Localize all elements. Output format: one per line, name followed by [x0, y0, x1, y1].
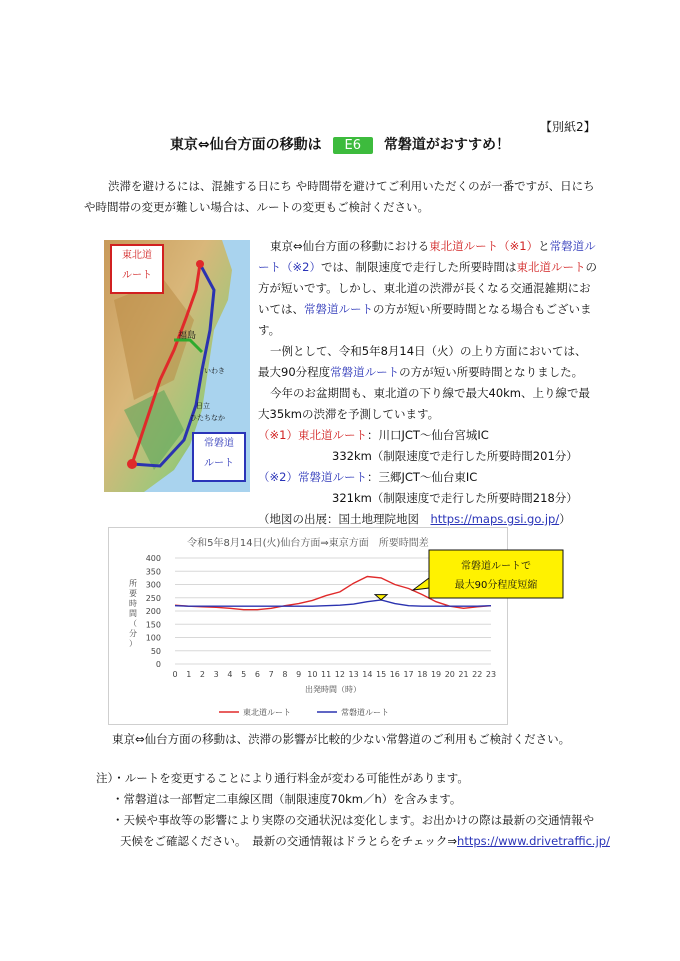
note-lanes: ・常磐道は一部暫定二車線区間（制限速度70km／h）を含みます。: [112, 792, 462, 806]
difference-arrow: [375, 595, 387, 600]
y-tick-label: 350: [145, 567, 161, 577]
y-axis-label-char: 間: [129, 609, 137, 618]
legend-label: 常磐道ルート: [341, 708, 389, 717]
notes-section: [96, 768, 616, 852]
map-source-link[interactable]: https://maps.gsi.go.jp/: [430, 512, 560, 526]
y-axis-label-char: 時: [129, 599, 137, 608]
intro-paragraph: 渋滞を避けるには、混雑する日にち や時間帯を避けてご利用いただくのが一番ですが、日にちや時間帯の変更が難しい場合は、ルートの変更もご検討ください。: [84, 179, 595, 214]
map-place-2: いわき: [204, 367, 225, 375]
x-tick-label: 10: [307, 670, 318, 679]
note-toll: 注）・ルートを変更することにより通行料金が変わる可能性があります。: [96, 771, 469, 785]
y-tick-label: 100: [145, 633, 161, 643]
x-tick-label: 21: [458, 670, 469, 679]
tohoku-label-line1: 東北道: [122, 250, 152, 261]
x-tick-label: 15: [375, 670, 387, 679]
x-tick-label: 13: [348, 670, 359, 679]
tohoku-label-line2: ルート: [122, 270, 152, 281]
y-tick-label: 50: [150, 646, 161, 656]
x-tick-label: 0: [172, 670, 178, 679]
y-axis-label-char: 所: [129, 579, 137, 588]
x-tick-label: 7: [268, 670, 274, 679]
joban-route-label: [192, 432, 246, 482]
note-traffic-info: 天候をご確認ください。 最新の交通情報はドラとらをチェック⇒https://www.drivetraffic.jp/: [120, 834, 610, 848]
y-tick-label: 300: [145, 580, 161, 590]
note-weather: ・天候や事故等の影響により実際の交通状況は変化します。お出かけの際は最新の交通情報や: [112, 813, 595, 827]
note-2-detail: 321km（制限速度で走行した所要時間218分）: [332, 491, 578, 505]
x-axis-label: 出発時間（時）: [305, 685, 361, 694]
drivetraffic-link[interactable]: https://www.drivetraffic.jp/: [457, 834, 610, 848]
series-line-joban: [175, 600, 491, 606]
callout-line2: 最大90分程度短縮: [454, 580, 538, 591]
y-tick-label: 400: [145, 554, 161, 563]
x-tick-label: 1: [186, 670, 192, 679]
paragraph-3: 今年のお盆期間も、東北道の下り線で最大40km、上り線で最大35kmの渋滞を予測しています。: [258, 386, 590, 421]
chart-svg: [109, 528, 538, 724]
tohoku-route-label: [110, 244, 164, 294]
page-title: [0, 134, 680, 154]
x-tick-label: 12: [334, 670, 345, 679]
note-1-detail: 332km（制限速度で走行した所要時間201分）: [332, 449, 578, 463]
y-tick-label: 150: [145, 620, 161, 630]
attachment-label: 【別紙2】: [540, 120, 596, 134]
map-source: （地図の出展：国土地理院地図 https://maps.gsi.go.jp/）: [258, 512, 571, 526]
callout-line1: 常磐道ルートで: [461, 561, 531, 572]
y-axis-label-char: 要: [129, 589, 137, 598]
y-tick-label: 0: [155, 660, 161, 669]
x-tick-label: 9: [296, 670, 302, 679]
map-place-4: ひたちなか: [190, 414, 225, 422]
y-axis-label-char: （: [129, 619, 137, 628]
route-badge-e6: E6: [333, 137, 374, 154]
x-tick-label: 23: [485, 670, 497, 679]
x-tick-label: 22: [472, 670, 483, 679]
paragraph-2: 一例として、令和5年8月14日（火）の上り方面においては、最大90分程度常磐道ルートの方が短い所要時間となりました。: [258, 344, 587, 379]
title-after: 常磐道がおすすめ！: [383, 137, 511, 153]
travel-time-chart: [108, 527, 538, 725]
route-map-image: [104, 240, 250, 492]
y-tick-label: 250: [145, 593, 161, 603]
map-place-1: 福島: [178, 331, 197, 341]
y-axis-label-char: ）: [129, 639, 137, 648]
closing-recommendation: 東京⇔仙台方面の移動は、渋滞の影響が比較的少ない常磐道のご利用もご検討ください。: [112, 732, 571, 746]
x-tick-label: 4: [227, 670, 233, 679]
y-tick-label: 200: [145, 607, 161, 616]
x-tick-label: 8: [282, 670, 288, 679]
joban-label-line1: 常磐道: [204, 438, 234, 449]
paragraph-1: 東京⇔仙台方面の移動における東北道ルート（※1）と常磐道ルート（※2）では、制限速度で走行した所要時間は東北道ルートの方が短いです。しかし、東北道の渋滞が長くなる交通混雑期においては、常磐道ルートの方が短い所要時間となる場合もございます。: [258, 239, 597, 337]
map-place-3: 日立: [196, 402, 210, 410]
x-tick-label: 14: [362, 670, 373, 679]
y-axis-label-char: 分: [129, 629, 137, 638]
chart-title: 令和5年8月14日(火)仙台方面⇒東京方面 所要時間差: [187, 538, 429, 549]
x-tick-label: 6: [254, 670, 260, 679]
joban-label-line2: ルート: [204, 458, 234, 469]
x-tick-label: 2: [199, 670, 206, 679]
x-tick-label: 5: [241, 670, 247, 679]
x-tick-label: 17: [403, 670, 414, 679]
x-tick-label: 16: [389, 670, 400, 679]
note-2: （※2）常磐道ルート：三郷JCT～仙台東IC: [258, 470, 478, 484]
x-tick-label: 11: [321, 670, 332, 679]
x-tick-label: 19: [430, 670, 442, 679]
note-1: （※1）東北道ルート：川口JCT～仙台宮城IC: [258, 428, 489, 442]
route-explanation: [258, 236, 598, 530]
x-tick-label: 18: [417, 670, 428, 679]
x-tick-label: 3: [213, 670, 219, 679]
title-before: 東京⇔仙台方面の移動は: [169, 137, 322, 153]
x-tick-label: 20: [444, 670, 455, 679]
legend-label: 東北道ルート: [243, 708, 291, 717]
